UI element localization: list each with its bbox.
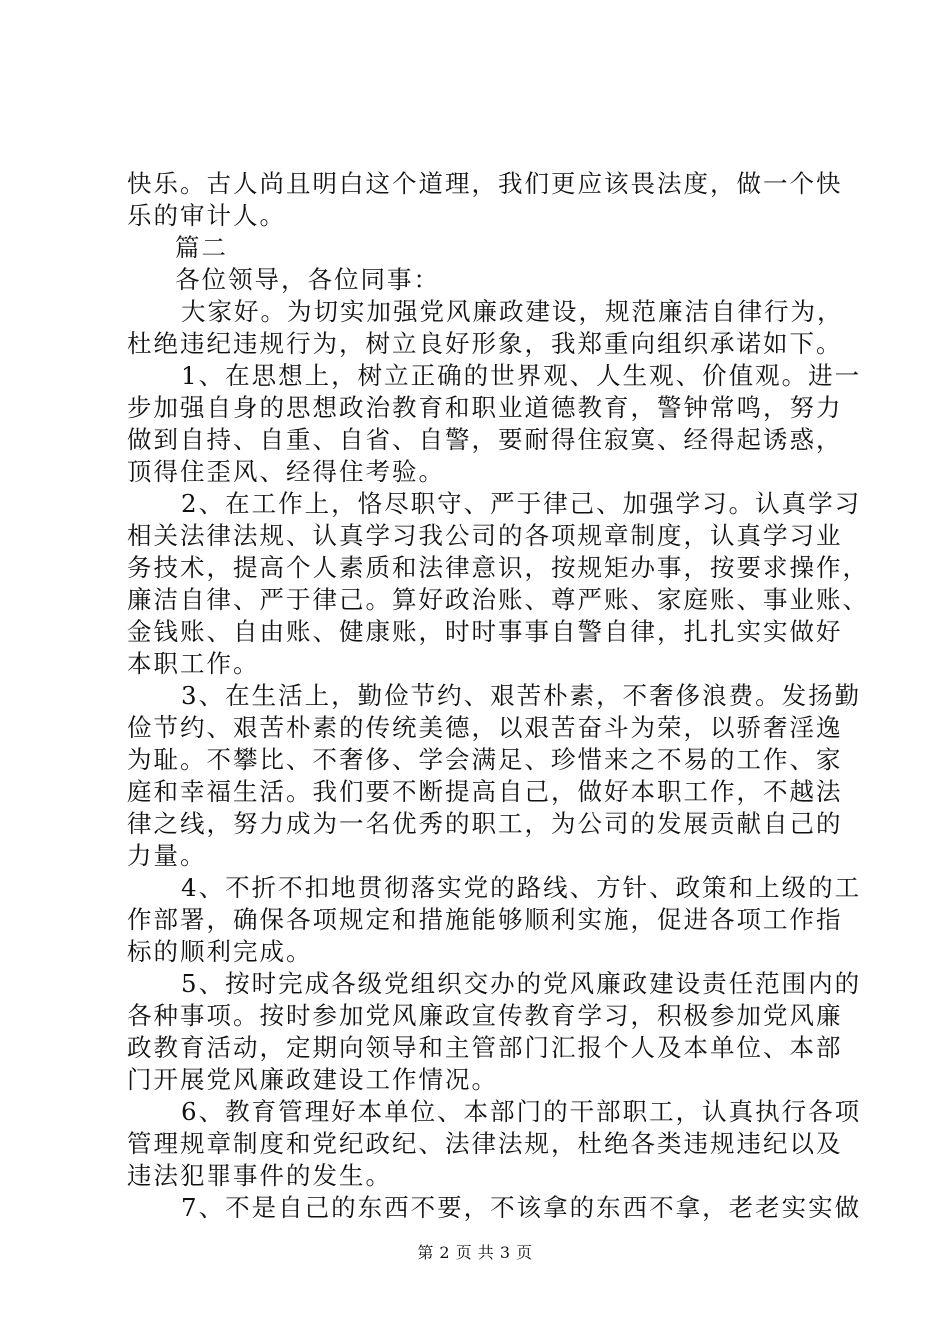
text-line: 大家好。为切实加强党风廉政建设，规范廉洁自律行为，	[181, 297, 844, 326]
text-line: 门开展党风廉政建设工作情况。	[127, 1065, 498, 1094]
text-line: 6、教育管理好本单位、本部门的干部职工，认真执行各项	[181, 1097, 862, 1126]
text-line: 7、不是自己的东西不要，不该拿的东西不拿，老老实实做	[181, 1193, 862, 1222]
text-line: 廉洁自律、严于律己。算好政治账、尊严账、家庭账、事业账、	[127, 585, 869, 614]
text-line: 顶得住歪风、经得住考验。	[127, 457, 445, 486]
text-line: 管理规章制度和党纪政纪、法律法规，杜绝各类违规违纪以及	[127, 1129, 843, 1158]
text-line: 作部署，确保各项规定和措施能够顺利实施，促进各项工作指	[127, 905, 843, 934]
text-line: 2、在工作上，恪尽职守、严于律己、加强学习。认真学习	[181, 489, 862, 518]
text-line: 为耻。不攀比、不奢侈、学会满足、珍惜来之不易的工作、家	[127, 745, 843, 774]
text-line: 各种事项。按时参加党风廉政宣传教育学习，积极参加党风廉	[127, 1001, 843, 1030]
text-line: 相关法律法规、认真学习我公司的各项规章制度，认真学习业	[127, 521, 843, 550]
section-heading: 篇二	[175, 233, 228, 262]
text-line: 金钱账、自由账、健康账，时时事事自警自律，扎扎实实做好	[127, 617, 843, 646]
text-line: 杜绝违纪违规行为，树立良好形象，我郑重向组织承诺如下。	[127, 329, 843, 358]
text-line: 快乐。古人尚且明白这个道理，我们更应该畏法度，做一个快	[127, 169, 843, 198]
text-line: 本职工作。	[127, 649, 260, 678]
text-line: 乐的审计人。	[127, 201, 286, 230]
text-line: 标的顺利完成。	[127, 937, 313, 966]
text-line: 俭节约、艰苦朴素的传统美德，以艰苦奋斗为荣，以骄奢淫逸	[127, 713, 843, 742]
document-body	[127, 168, 869, 1224]
text-line: 5、按时完成各级党组织交办的党风廉政建设责任范围内的	[181, 969, 862, 998]
text-line: 步加强自身的思想政治教育和职业道德教育，警钟常鸣，努力	[127, 393, 843, 422]
text-line: 政教育活动，定期向领导和主管部门汇报个人及本单位、本部	[127, 1033, 843, 1062]
page-footer	[0, 1243, 950, 1263]
text-line: 律之线，努力成为一名优秀的职工，为公司的发展贡献自己的	[127, 809, 843, 838]
text-line: 3、在生活上，勤俭节约、艰苦朴素，不奢侈浪费。发扬勤	[181, 681, 862, 710]
text-line: 务技术，提高个人素质和法律意识，按规矩办事，按要求操作，	[127, 553, 869, 582]
text-line: 违法犯罪事件的发生。	[127, 1161, 392, 1190]
salutation: 各位领导，各位同事：	[175, 265, 440, 294]
text-line: 1、在思想上，树立正确的世界观、人生观、价值观。进一	[181, 361, 862, 390]
text-line: 力量。	[127, 841, 207, 870]
text-line: 4、不折不扣地贯彻落实党的路线、方针、政策和上级的工	[181, 873, 862, 902]
text-line: 庭和幸福生活。我们要不断提高自己，做好本职工作，不越法	[127, 777, 843, 806]
text-line: 做到自持、自重、自省、自警，要耐得住寂寞、经得起诱惑，	[127, 425, 843, 454]
page-number-label: 第 2 页 共 3 页	[417, 1243, 533, 1262]
